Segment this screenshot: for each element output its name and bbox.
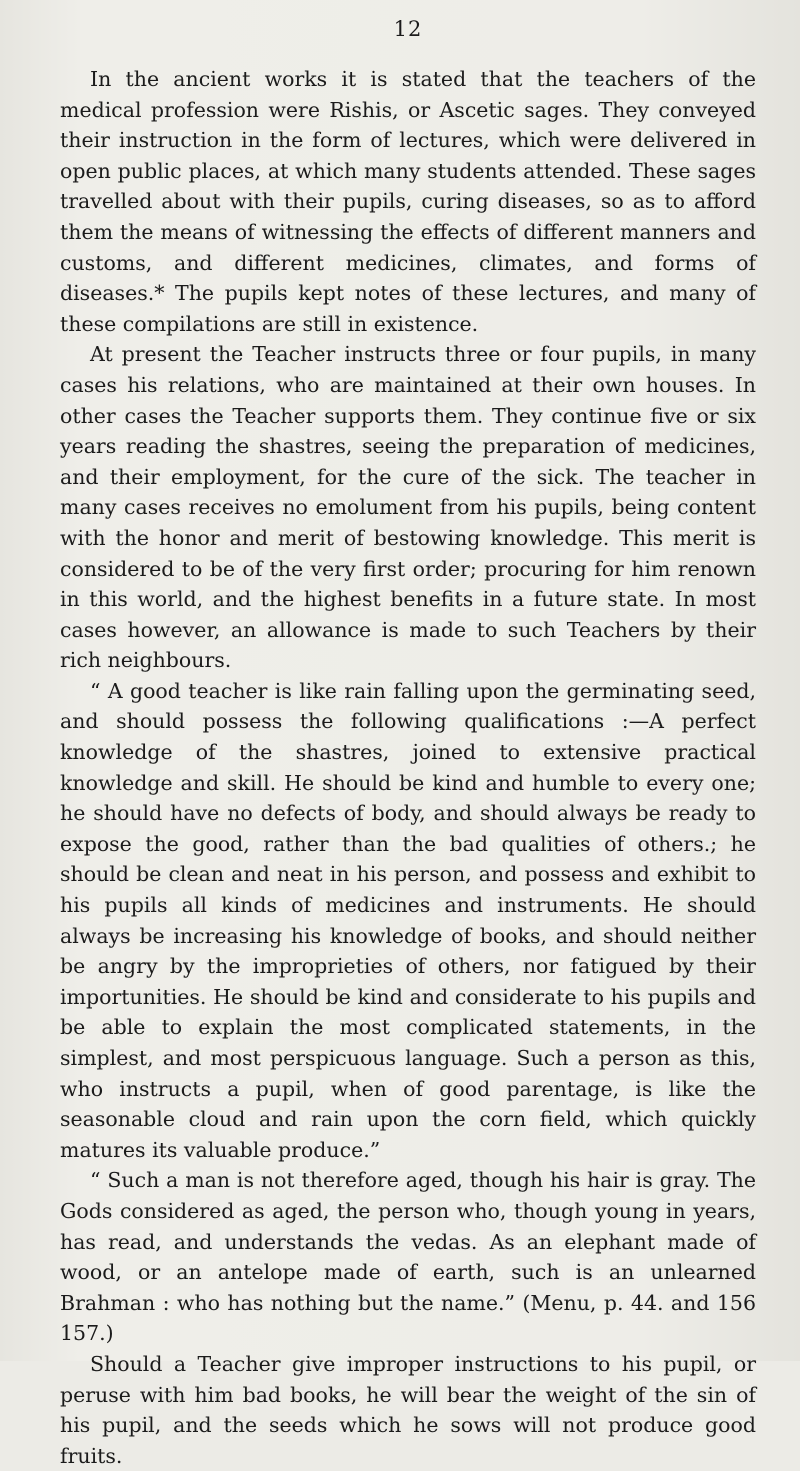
paragraph-such-a-man-quote: “ Such a man is not therefore aged, though his hair is gray. The Gods considered as aged, the person who, though young in years, has read, and understands the vedas. As an elephant made of wood, or an antelope made of earth, such is an unlearned Brahman : who has nothing but the name.” (Menu, p. 44. and 156 157.) xyxy=(60,1168,756,1346)
paragraph-good-teacher-quote: “ A good teacher is like rain falling upon the germinating seed, and should possess the following qualifications :—A perfect knowledge of the shastres, joined to extensive practical knowledge and skill. He should be kind and humble to every one; he should have no defects of body, and should always be ready to expose the good, rather than the bad qualities of others.; he should be clean and neat in his person, and possess and exhibit to his pupils all kinds of medicines and instruments. He should always be increasing his knowledge of books, and should neither be angry by the improprieties of others, nor fatigued by their importunities. He should be kind and considerate to his pupils and be able to explain the most complicated statements, in the simplest, and most perspicuous language. Such a person as this, who instructs a pupil, when of good parentage, is like the seasonable cloud and rain upon the corn field, which quickly matures its valuable produce.” xyxy=(60,678,756,1162)
paragraph-present-teacher: At present the Teacher instructs three or four pupils, in many cases his relations, who are maintained at their own houses. In other cases the Teacher supports them. They continue five or six years reading the shastres, seeing the preparation of medicines, and their employment, for the cure of the sick. The teacher in many cases receives no emolument from his pupils, being content with the honor and merit of bestowing knowledge. This merit is considered to be of the very first order; procuring for him renown in this world, and the highest benefits in a future state. In most cases however, an allowance is made to such Teachers by their rich neighbours. xyxy=(60,342,756,673)
paragraph-ancient-teachers: In the ancient works it is stated that the teachers of the medical profession were Rishis, or Ascetic sages. They conveyed their instruction in the form of lectures, which were delivered in open public places, at which many students attended. These sages travelled about with their pupils, curing diseases, so as to afford them the means of witnessing the effects of different manners and customs, and different medicines, climates, and forms of diseases.* The pupils kept notes of these lectures, and many of these compilations are still in existence. xyxy=(60,67,756,336)
page-number: 12 xyxy=(393,17,423,41)
paragraph-improper-instructions: Should a Teacher give improper instructions to his pupil, or peruse with him bad books, he will bear the weight of the sin of his pupil, and the seeds which he sows will not produce good fruits. xyxy=(60,1351,756,1468)
